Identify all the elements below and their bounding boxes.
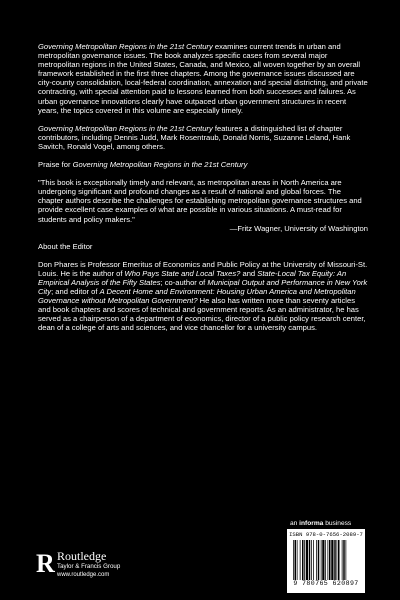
routledge-logo-icon: R bbox=[36, 549, 55, 578]
informa-business-tag: an informa business bbox=[290, 520, 352, 527]
publisher-name: Routledge bbox=[57, 549, 107, 563]
endorsement-quote: "This book is exceptionally timely and relevant, as metropolitan areas in North America are undergoing significant and profound changes as a result of national and global forces. The chapter authors describe the challenges for establishing metropolitan governance structures and provide excellent case examples of what are possible in various situations. A must-read for students and policy makers." bbox=[38, 178, 362, 224]
barcode-number: 9 780765 620897 bbox=[293, 580, 359, 587]
quote-attribution: —Fritz Wagner, University of Washington bbox=[229, 223, 368, 233]
isbn-label: ISBN 978-0-7656-2089-7 bbox=[289, 531, 363, 538]
publisher-name-block bbox=[57, 550, 120, 579]
barcode-icon bbox=[291, 540, 361, 580]
publisher-group: Taylor & Francis Group bbox=[57, 563, 121, 570]
back-cover-text bbox=[38, 42, 368, 342]
description-paragraph: Governing Metropolitan Regions in the 21st Century examines current trends in urban and metropolitan governance issues. The book analyzes specific cases from several major metropolitan regions in the United States, Canada, and Mexico, all woven together by an overall framework established in the first three chapters. Among the governance issues discussed are city-county consolidation, local-federal coordination, annexation and special districting, and private contracting, with special attention paid to lessons learned from both successes and failures. As urban governance innovations clearly have outpaced urban government structures in recent years, the topics covered in this volume are especially timely. bbox=[38, 42, 368, 115]
book-title: Governing Metropolitan Regions in the 21st Century bbox=[72, 160, 248, 170]
about-editor-heading: About the Editor bbox=[38, 241, 93, 251]
editor-bio: Don Phares is Professor Emeritus of Economics and Public Policy at the University of Missouri-St. Louis. He is the author of Who Pays State and Local Taxes? and State-Local Tax Equity: An Empirical Analysis of the Fifty States; co-author of Municipal Output and Performance in New York City; and editor of A Decent Home and Environment: Housing Urban America and Metropolitan Governance without Metropolitan Government? He also has written more than seventy articles and book chapters and scores of technical and government reports. As an administrator, he has served as a chairperson of a department of economics, director of a public policy research center, dean of a college of arts and sciences, and vice chancellor for a university campus. bbox=[38, 259, 368, 333]
contributors-paragraph: Governing Metropolitan Regions in the 21st Century features a distinguished list of chapter contributors, including Dennis Judd, Mark Rosentraub, Donald Norris, Suzanne Leland, Hank Savitch, Ronald Vogel, among others. bbox=[38, 123, 351, 151]
book-title: Governing Metropolitan Regions in the 21st Century bbox=[38, 123, 213, 133]
book-title: Governing Metropolitan Regions in the 21st Century bbox=[38, 42, 213, 51]
barcode-panel bbox=[287, 529, 365, 593]
publisher-url: www.routledge.com bbox=[57, 572, 110, 578]
publisher-logo bbox=[36, 550, 120, 579]
praise-heading: Praise for Governing Metropolitan Regions in the 21st Century bbox=[38, 160, 248, 170]
